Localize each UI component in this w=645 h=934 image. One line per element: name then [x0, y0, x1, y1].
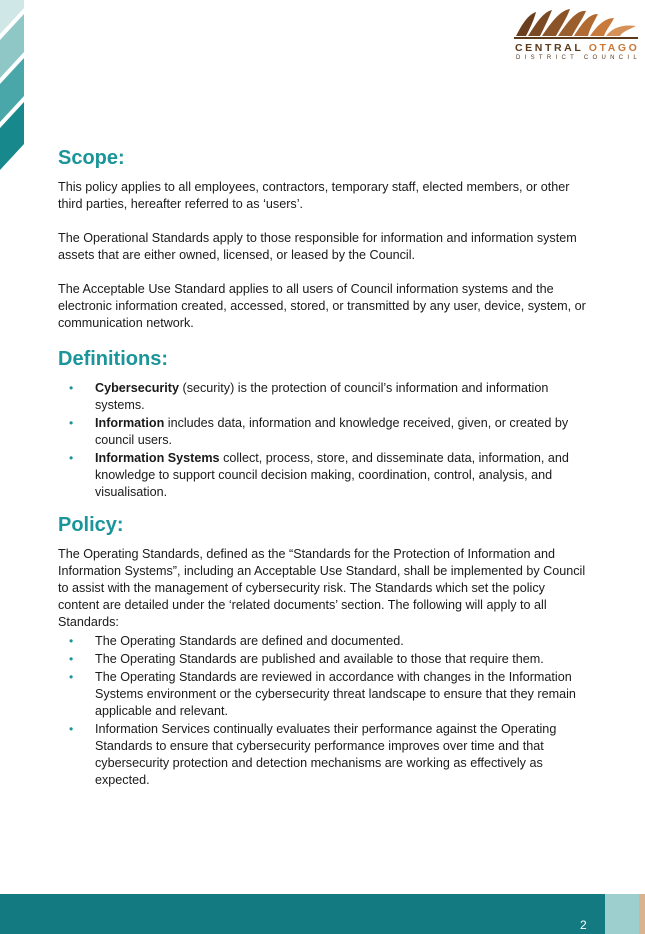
logo-word-otago: OTAGO	[588, 42, 640, 54]
definition-item	[58, 450, 588, 501]
policy-item	[58, 669, 588, 720]
policy-heading: Policy:	[58, 514, 124, 536]
policy-list	[58, 633, 588, 789]
logo-wordmark	[515, 42, 640, 54]
policy-section	[58, 513, 588, 789]
definitions-list	[58, 380, 588, 501]
policy-item-text: The Operating Standards are defined and documented.	[95, 634, 404, 648]
footer-accent-tan	[639, 894, 645, 934]
footer-accent-light	[605, 894, 639, 934]
council-logo	[514, 6, 640, 61]
page-number: 2	[580, 918, 587, 932]
policy-item-text: Information Services continually evaluates their performance against the Operating Standards to ensure that cybersecurity performance improves over time and that cybersecurity protection and detection mechanisms are working as effectively as expected.	[95, 722, 557, 787]
definition-text: (security) is the protection of council’s information and information systems.	[95, 381, 549, 412]
policy-item	[58, 721, 588, 789]
scope-paragraph-3: The Acceptable Use Standard applies to all users of Council information systems and the electronic information created, accessed, stored, or transmitted by any user, device, system, or communication network.	[58, 282, 586, 330]
definitions-heading: Definitions:	[58, 348, 168, 370]
document-body	[58, 146, 588, 790]
decorative-corner-shapes	[0, 0, 26, 175]
bullet-icon: •	[69, 634, 74, 648]
policy-paragraph: The Operating Standards, defined as the “Standards for the Protection of Information and Information Systems”, including an Acceptable Use Standard, shall be implemented by Council to assist with the management of cybersecurity risk. The Standards which set the policy content are detailed under the ‘related documents’ section. The following will apply to all Standards:	[58, 547, 586, 629]
definition-item	[58, 380, 588, 414]
bullet-icon: •	[69, 722, 74, 736]
scope-section	[58, 146, 588, 332]
definition-item	[58, 415, 588, 449]
bullet-icon: •	[69, 451, 74, 465]
scope-paragraph-1: This policy applies to all employees, contractors, temporary staff, elected members, or other third parties, hereafter referred to as ‘users’.	[58, 180, 570, 211]
policy-item-text: The Operating Standards are published and available to those that require them.	[95, 652, 544, 666]
policy-item	[58, 651, 588, 668]
scope-heading: Scope:	[58, 147, 125, 169]
definition-text: includes data, information and knowledge received, given, or created by council users.	[95, 416, 569, 447]
mountain-logo-icon	[514, 6, 638, 40]
logo-word-central: CENTRAL	[515, 42, 584, 54]
logo-subtitle: DISTRICT COUNCIL	[516, 55, 642, 61]
policy-item-text: The Operating Standards are reviewed in accordance with changes in the Information Systems environment or the cybersecurity threat landscape to ensure that they remain applicable and relevant.	[95, 670, 576, 718]
bullet-icon: •	[69, 670, 74, 684]
footer-bar	[0, 894, 605, 934]
definition-term: Information	[95, 416, 165, 430]
definitions-section	[58, 347, 588, 501]
bullet-icon: •	[69, 381, 74, 395]
definition-term: Information Systems	[95, 451, 220, 465]
policy-item	[58, 633, 588, 650]
definition-text: collect, process, store, and disseminate data, information, and knowledge to support council decision making, coordination, control, analysis, and visualisation.	[95, 451, 569, 499]
bullet-icon: •	[69, 652, 74, 666]
scope-paragraph-2: The Operational Standards apply to those responsible for information and information system assets that are either owned, licensed, or leased by the Council.	[58, 231, 577, 262]
definition-term: Cybersecurity	[95, 381, 179, 395]
bullet-icon: •	[69, 416, 74, 430]
